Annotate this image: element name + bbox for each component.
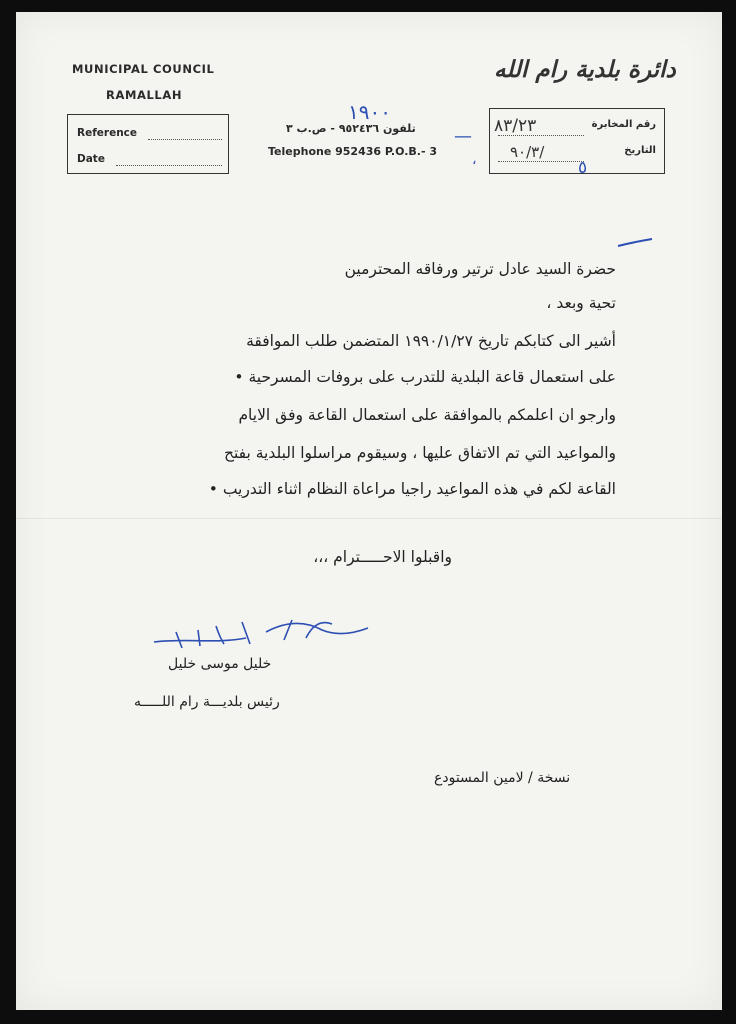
date-suffix: ٥ xyxy=(578,158,588,178)
reference-box xyxy=(67,114,229,174)
body-line-1: أشير الى كتابكم تاريخ ١٩٩٠/١/٢٧ المتضمن طلب الموافقة xyxy=(246,332,616,350)
letter-sheet xyxy=(16,12,722,1010)
ref-number-value: ٨٣/٢٣ xyxy=(494,116,537,136)
handwritten-dash: — xyxy=(454,126,472,147)
handwritten-mark: ، xyxy=(472,152,477,168)
date-label-ar: التاريخ xyxy=(624,145,656,156)
arabic-logo: دائرة بلدية رام الله xyxy=(494,56,676,83)
body-line-4: والمواعيد التي تم الاتفاق عليها ، وسيقوم مراسلوا البلدية بفتح xyxy=(223,444,616,462)
reference-dotted-line xyxy=(148,139,222,140)
pen-mark xyxy=(616,236,656,250)
signer-name: خليل موسى خليل xyxy=(168,656,272,672)
date-line-ar xyxy=(498,161,584,162)
phone-english: Telephone 952436 P.O.B.- 3 xyxy=(268,145,437,158)
body-line-5: القاعة لكم في هذه المواعيد راجيا مراعاة النظام اثناء التدريب • xyxy=(208,480,616,498)
date-value: ٩٠/٣/ xyxy=(510,143,545,161)
signer-title: رئيس بلديـــة رام اللـــــه xyxy=(134,694,280,710)
salutation: حضرة السيد عادل ترتير ورفاقه المحترمين xyxy=(344,260,616,278)
ref-number-label-ar: رقم المخابرة xyxy=(591,119,656,130)
cc-line: نسخة / لامين المستودع xyxy=(434,770,571,786)
phone-arabic: تلفون ٩٥٢٤٣٦ - ص.ب ٣ xyxy=(286,122,416,135)
date-dotted-line xyxy=(116,165,222,166)
council-name: MUNICIPAL COUNCIL xyxy=(72,62,215,76)
fold-line xyxy=(16,518,722,519)
body-line-2: على استعمال قاعة البلدية للتدرب على بروفات المسرحية • xyxy=(234,368,616,386)
closing: واقبلوا الاحـــــترام ،،، xyxy=(313,548,452,566)
date-label: Date xyxy=(77,153,105,165)
greeting: تحية وبعد ، xyxy=(546,294,616,312)
body-line-3: وارجو ان اعلمكم بالموافقة على استعمال القاعة وفق الايام xyxy=(238,406,616,424)
handwritten-number: ١٩٠٠ xyxy=(348,100,391,124)
council-city: RAMALLAH xyxy=(106,88,183,102)
reference-label: Reference xyxy=(77,127,138,139)
